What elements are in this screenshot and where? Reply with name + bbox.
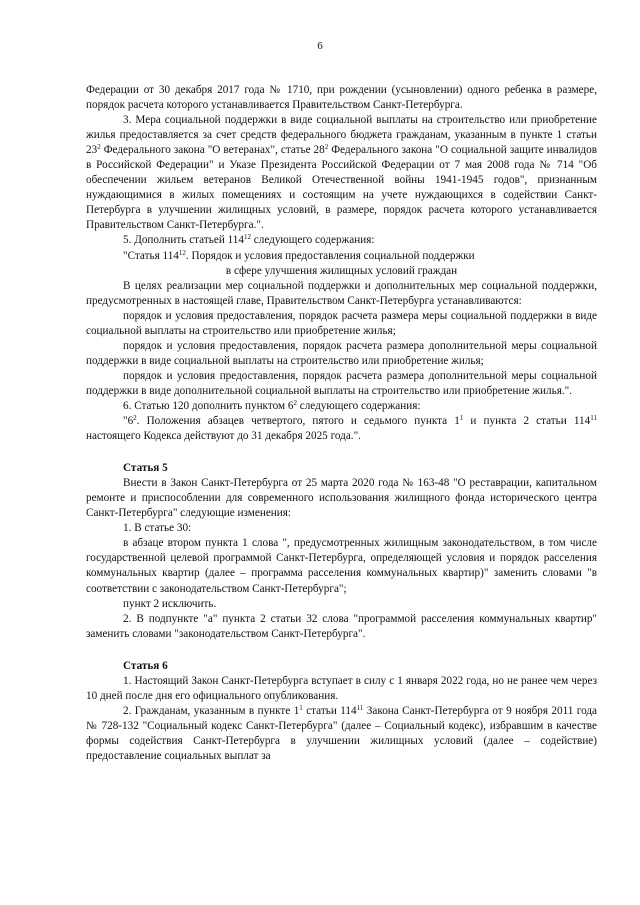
article-5-intro: Внести в Закон Санкт-Петербурга от 25 марта 2020 года № 163-48 "О реставрации, капитальном ремонте и приспособлении для современного использования жилищного фонда исторического центра Санкт-Петербурга" следующие изменения: xyxy=(86,477,597,520)
article-5-item-1a: в абзаце втором пункта 1 слова ", предусмотренных жилищным законодательством, в том числе государственной целевой программой Санкт-Петербурга, определяющей условия и порядок расселения коммунальных квартир (далее – программа расселения коммунальных квартир)" заменить словами "в соответствии с законодательством Санкт-Петербурга"; xyxy=(86,537,597,595)
paragraph-poryadok-2: порядок и условия предоставления, порядок расчета размера дополнительной меры социальной поддержки в виде социальной выплаты на строительство или приобретение жилья; xyxy=(86,339,597,367)
article-5-item-1b: пункт 2 исключить. xyxy=(123,597,217,610)
article-6-item-2: 2. Гражданам, указанным в пункте $1^1$ статьи $114^{11}$ Закона Санкт-Петербурга от 9 ноября 2011 года № 728-132 "Социальный кодекс Санкт-Петербурга" (далее – Социальный кодекс), избравшим в качестве формы содействия Санкт-Петербурга в улучшении жилищных условий (далее – содействие) предоставление социальных выплат за xyxy=(86,703,598,762)
article-6-item-1: 1. Настоящий Закон Санкт-Петербурга вступает в силу с 1 января 2022 года, но не ранее чем через 10 дней после дня его официального опубликования. xyxy=(86,674,597,702)
paragraph-federal: Федерации от 30 декабря 2017 года № 1710, при рождении (усыновлении) одного ребенка в размере, порядок расчета которого устанавливается Правительством Санкт-Петербурга. xyxy=(86,84,597,112)
paragraph-3: 3. Мера социальной поддержки в виде социальной выплаты на строительство или приобретение жилья предоставляется за счет средств федерального бюджета гражданам, указанным в пункте 1 статьи $23^2$ Федерального закона "О ветеранах", статье $28^2$ Федерального закона "О социальной защите инвалидов в Российской Федерации" и Указе Президента Российской Федерации от 7 мая 2008 года № 714 "Об обеспечении жильем ветеранов Великой Отечественной войны 1941-1945 годов", признанным нуждающимися в жилых помещениях и состоящим на учете нуждающихся в содействии Санкт-Петербурга в улучшении жилищных условий, в размере, порядок расчета которого устанавливается Правительством Санкт-Петербурга.". xyxy=(86,114,597,232)
paragraph-poryadok-3: порядок и условия предоставления, порядок расчета размера дополнительной меры социальной поддержки в виде дополнительной социальной выплаты на строительство или приобретение жилья.". xyxy=(86,369,597,397)
article-5-heading: Статья 5 xyxy=(123,462,168,475)
paragraph-6: 6. Статью 120 дополнить пунктом $6^2$ следующего содержания: xyxy=(123,398,421,412)
article-114-12-title: "Статья $114^{12}$. Порядок и условия предоставления социальной поддержки xyxy=(123,248,475,262)
paragraph-celyah: В целях реализации мер социальной поддержки и дополнительных мер социальной поддержки, предусмотренных в настоящей главе, Правительством Санкт-Петербурга устанавливаются: xyxy=(86,279,597,307)
page-number: 6 xyxy=(317,40,323,52)
paragraph-6-text: "$6^2$. Положения абзацев четвертого, пятого и седьмого пункта $1^1$ и пункта 2 статьи $114^{11}$ настоящего Кодекса действуют до 31 декабря 2025 года.". xyxy=(86,414,597,443)
paragraph-5: 5. Дополнить статьей $114^{12}$ следующего содержания: xyxy=(123,233,375,247)
article-5-item-2: 2. В подпункте "а" пункта 2 статьи 32 слова "программой расселения коммунальных квартир" заменить словами "законодательством Санкт-Петербурга". xyxy=(86,612,597,640)
article-114-12-title-line2: в сфере улучшения жилищных условий граждан xyxy=(225,264,458,277)
paragraph-poryadok-1: порядок и условия предоставления, порядок расчета размера меры социальной поддержки в виде социальной выплаты на строительство или приобретение жилья; xyxy=(86,309,597,337)
article-5-item-1: 1. В статье 30: xyxy=(123,522,192,535)
document-body xyxy=(86,83,597,764)
article-6-heading: Статья 6 xyxy=(123,659,168,672)
